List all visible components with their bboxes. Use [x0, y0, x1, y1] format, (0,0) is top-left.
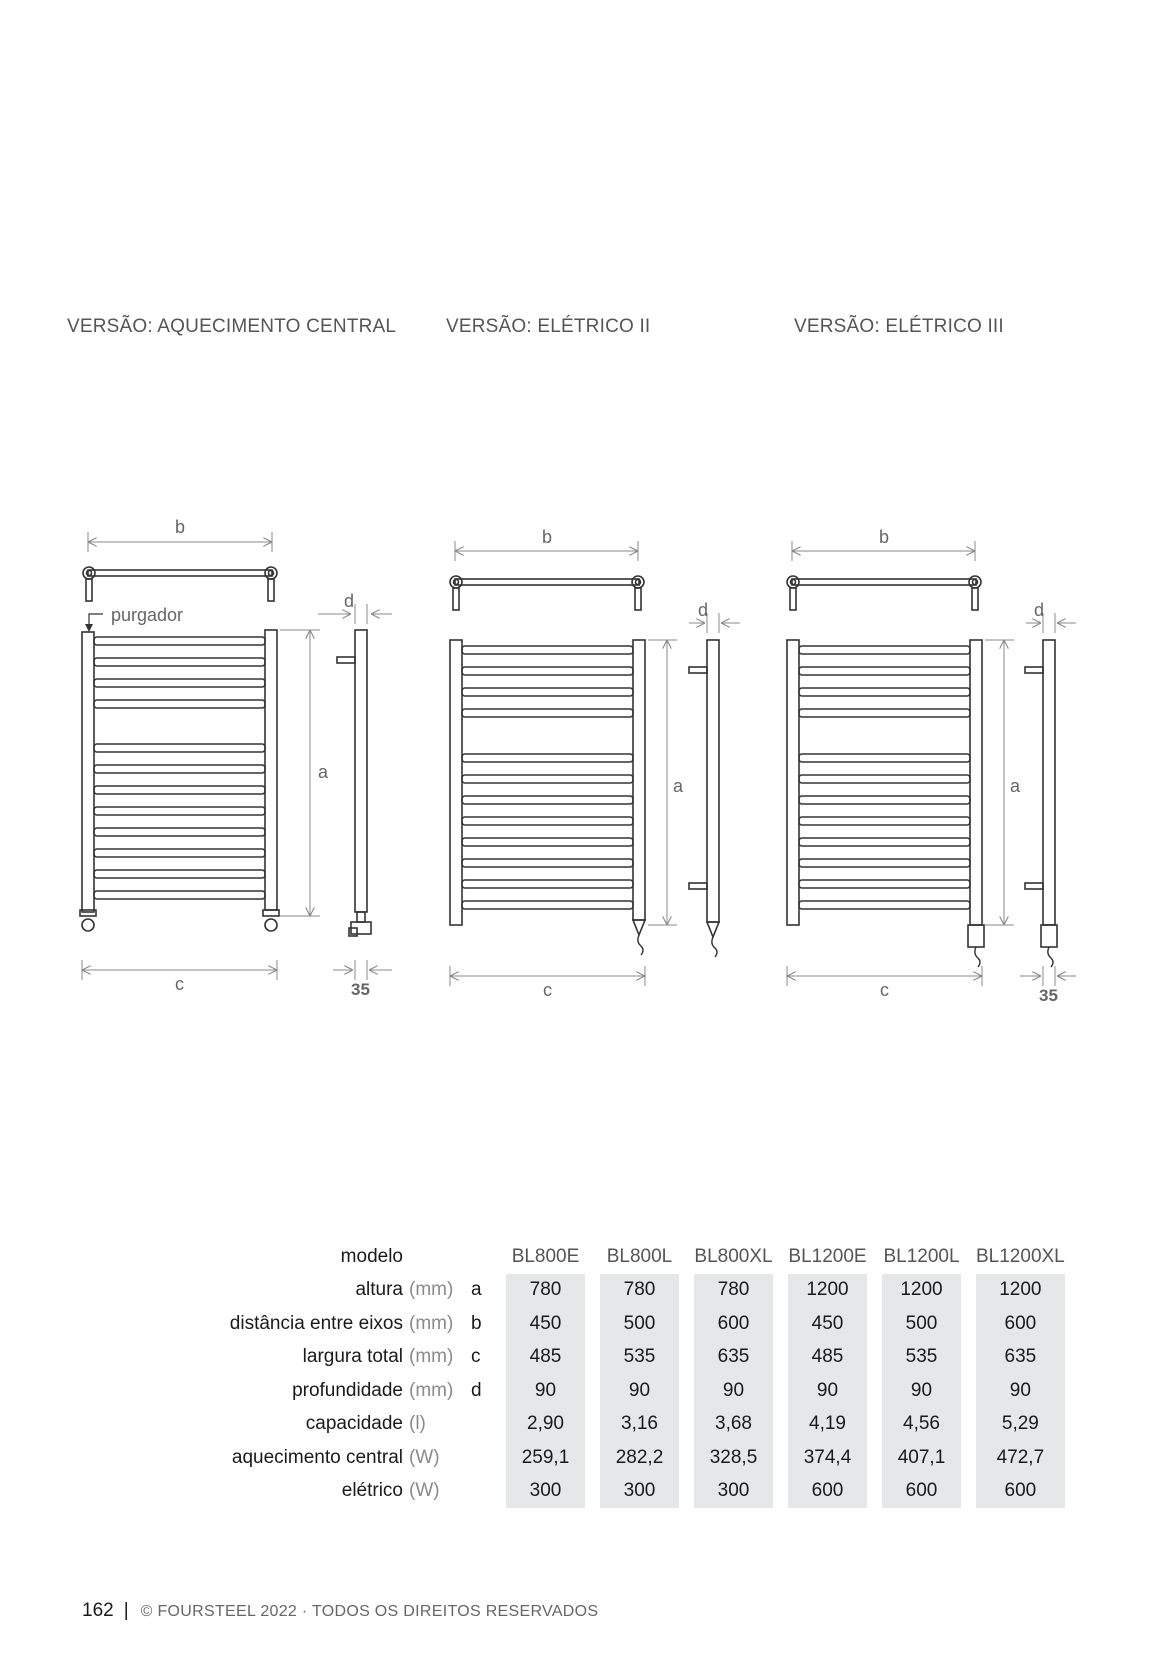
table-row — [160, 1341, 1065, 1375]
table-cell-value: 485 — [788, 1341, 867, 1375]
row-label: distância entre eixos — [229, 1312, 403, 1334]
table-cell-value: 5,29 — [976, 1408, 1065, 1442]
row-unit: (W) — [409, 1480, 440, 1502]
table-cell-value: 90 — [976, 1374, 1065, 1408]
table-cell-value: 300 — [600, 1475, 679, 1509]
table-cell-value: 4,56 — [882, 1408, 961, 1442]
table-cell-value: 90 — [600, 1374, 679, 1408]
table-cell-value: 3,68 — [694, 1408, 773, 1442]
dim-label-a: a — [1010, 776, 1021, 796]
row-unit: (l) — [409, 1413, 426, 1435]
row-letter — [467, 1475, 506, 1509]
dim-label-c: c — [543, 980, 552, 1000]
table-cell-value: 259,1 — [506, 1441, 585, 1475]
table-cell-value: 282,2 — [600, 1441, 679, 1475]
row-label: largura total — [302, 1346, 403, 1368]
table-cell-value: 1200 — [882, 1274, 961, 1308]
table-cell-value: 90 — [506, 1374, 585, 1408]
table-cell-value: 600 — [976, 1475, 1065, 1509]
table-cell-value: 450 — [506, 1307, 585, 1341]
model-name: BL1200XL — [976, 1245, 1065, 1267]
table-cell-value: 600 — [788, 1475, 867, 1509]
version-title-central-heating: VERSÃO: AQUECIMENTO CENTRAL — [67, 316, 397, 337]
dim-label-c: c — [880, 980, 889, 1000]
table-cell-value: 450 — [788, 1307, 867, 1341]
table-row — [160, 1374, 1065, 1408]
row-unit: (W) — [409, 1446, 440, 1468]
table-cell-value: 635 — [694, 1341, 773, 1375]
table-cell-value: 600 — [882, 1475, 961, 1509]
table-cell-value: 535 — [600, 1341, 679, 1375]
row-label: elétrico — [341, 1480, 403, 1502]
drawing-electric-iii — [787, 541, 1076, 986]
model-name: BL1200L — [883, 1245, 960, 1267]
table-cell-value: 407,1 — [882, 1441, 961, 1475]
table-cell-value: 485 — [506, 1341, 585, 1375]
table-header-row — [160, 1240, 1065, 1274]
model-name: BL1200E — [788, 1245, 867, 1267]
model-name: BL800L — [606, 1245, 673, 1267]
table-cell-value: 1200 — [788, 1274, 867, 1308]
row-unit: (mm) — [409, 1279, 454, 1301]
table-cell-value: 472,7 — [976, 1441, 1065, 1475]
table-cell-value: 1200 — [976, 1274, 1065, 1308]
version-title-electric-ii: VERSÃO: ELÉTRICO II — [446, 316, 651, 337]
purgador-label: purgador — [111, 605, 184, 625]
table-row — [160, 1441, 1065, 1475]
rails-group — [462, 646, 633, 909]
dim-label-b: b — [542, 527, 553, 547]
table-cell-value: 90 — [694, 1374, 773, 1408]
row-letter: c — [471, 1346, 481, 1368]
table-cell-value: 3,16 — [600, 1408, 679, 1442]
model-name: BL800XL — [694, 1245, 773, 1267]
row-letter — [467, 1441, 506, 1475]
table-cell-value: 2,90 — [506, 1408, 585, 1442]
copyright-notice: © FOURSTEEL 2022 · TODOS OS DIREITOS RESERVADOS — [140, 1603, 599, 1620]
table-cell-value: 500 — [600, 1307, 679, 1341]
dim-label-b: b — [879, 527, 890, 547]
table-cell-value: 635 — [976, 1341, 1065, 1375]
table-cell-value: 500 — [882, 1307, 961, 1341]
row-letter: d — [471, 1379, 482, 1401]
rails-group — [94, 637, 265, 899]
table-cell-value: 328,5 — [694, 1441, 773, 1475]
footer-separator: | — [123, 1600, 129, 1621]
row-label: altura — [355, 1279, 403, 1301]
dim-label-d: d — [1034, 600, 1045, 620]
dim-label-b: b — [175, 517, 186, 537]
dim-label-d: d — [344, 591, 355, 611]
table-cell-value: 90 — [788, 1374, 867, 1408]
row-label: aquecimento central — [231, 1446, 403, 1468]
table-cell-value: 300 — [506, 1475, 585, 1509]
table-cell-value: 374,4 — [788, 1441, 867, 1475]
model-name: BL800E — [511, 1245, 580, 1267]
table-cell-value: 600 — [976, 1307, 1065, 1341]
dim-label-a: a — [318, 762, 329, 782]
model-label: modelo — [340, 1245, 403, 1267]
row-letter: b — [471, 1312, 482, 1334]
dim-label-depth: 35 — [1039, 986, 1058, 1005]
table-row — [160, 1274, 1065, 1308]
table-cell-value: 4,19 — [788, 1408, 867, 1442]
version-title-electric-iii: VERSÃO: ELÉTRICO III — [794, 316, 1004, 337]
dim-label-c: c — [175, 974, 184, 994]
table-cell-value: 780 — [506, 1274, 585, 1308]
row-unit: (mm) — [409, 1379, 454, 1401]
table-cell-value: 300 — [694, 1475, 773, 1509]
row-unit: (mm) — [409, 1312, 454, 1334]
specifications-table-body — [160, 1240, 1065, 1508]
dim-label-d: d — [698, 600, 709, 620]
table-row — [160, 1475, 1065, 1509]
page-footer — [82, 1600, 598, 1622]
rails-group — [799, 646, 970, 909]
table-cell-value: 600 — [694, 1307, 773, 1341]
row-letter: a — [471, 1279, 482, 1301]
row-label: capacidade — [305, 1413, 403, 1435]
row-label: profundidade — [292, 1379, 403, 1401]
dim-label-depth: 35 — [351, 980, 370, 999]
drawing-electric-ii — [450, 541, 740, 986]
table-cell-value: 535 — [882, 1341, 961, 1375]
page-number: 162 — [82, 1600, 114, 1621]
table-cell-value: 780 — [694, 1274, 773, 1308]
table-cell-value: 780 — [600, 1274, 679, 1308]
table-row — [160, 1307, 1065, 1341]
table-cell-value: 90 — [882, 1374, 961, 1408]
row-letter — [467, 1408, 506, 1442]
row-unit: (mm) — [409, 1346, 454, 1368]
table-row — [160, 1408, 1065, 1442]
specifications-table — [160, 1240, 1065, 1508]
dim-label-a: a — [673, 776, 684, 796]
